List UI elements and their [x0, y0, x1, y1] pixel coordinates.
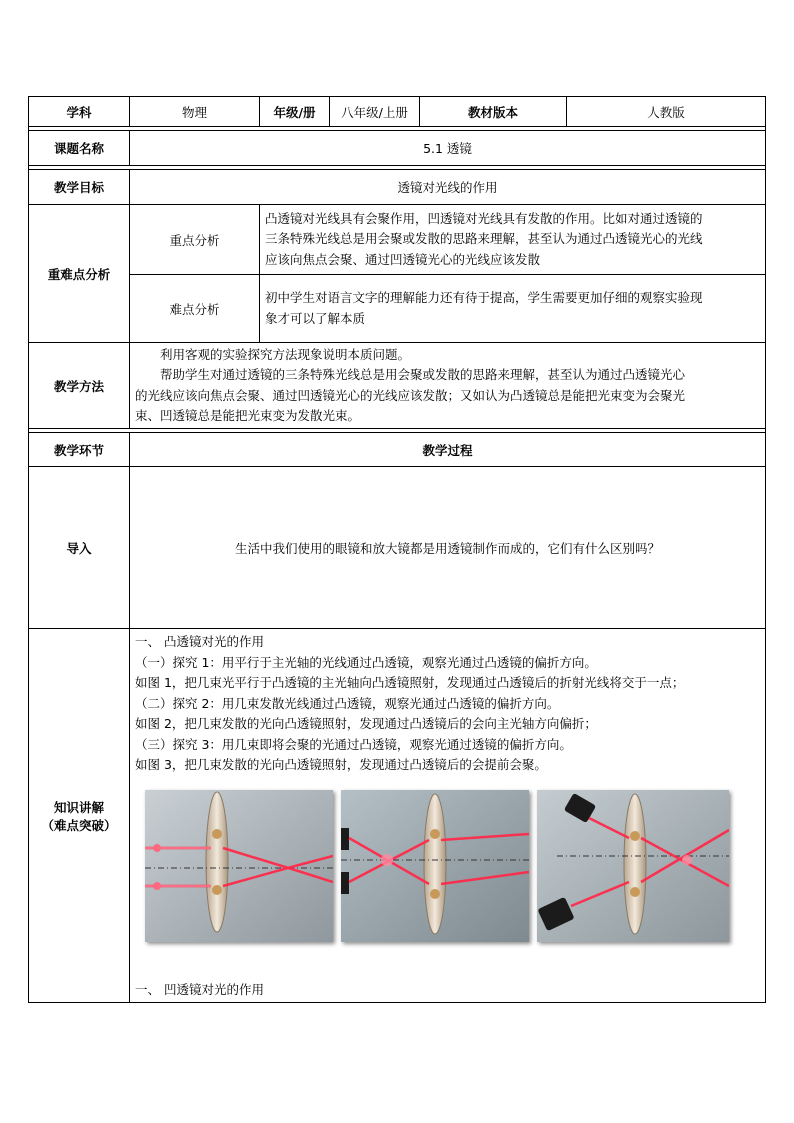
knowledge-last-line: 一、 凹透镜对光的作用 [135, 981, 264, 997]
stage-label: 教学环节 [29, 433, 130, 467]
lesson-value: 5.1 透镜 [130, 131, 766, 166]
key-analysis-text [260, 205, 766, 275]
figure-2-photo [341, 790, 529, 942]
intro-label: 导入 [29, 467, 130, 629]
experiment-photos [145, 790, 760, 942]
knowledge-label-line1: 知识讲解 [53, 799, 104, 815]
edition-value: 人教版 [567, 97, 766, 127]
knowledge-label [29, 629, 130, 1003]
key-line: 三条特殊光线总是用会聚或发散的思路来理解，甚至认为通过凸透镜光心的光线 [265, 231, 703, 247]
hard-analysis-row [29, 275, 766, 343]
edition-label: 教材版本 [420, 97, 567, 127]
knowledge-row [29, 629, 766, 1003]
key-line: 凸透镜对光线具有会聚作用，凹透镜对光线具有发散的作用。比如对通过透镜的 [265, 210, 703, 226]
knowledge-line: （二）探究 2：用几束发散光线通过凸透镜，观察光通过凸透镜的偏折方向。 [135, 695, 560, 711]
method-text [130, 343, 766, 429]
grade-label: 年级/册 [260, 97, 330, 127]
subject-value: 物理 [130, 97, 260, 127]
hard-line: 象才可以了解本质 [265, 310, 366, 326]
figure-1-photo [145, 790, 333, 942]
method-line: 利用客观的实验探究方法现象说明本质问题。 [160, 346, 411, 362]
hard-analysis-label: 难点分析 [130, 275, 260, 343]
goal-label: 教学目标 [29, 170, 130, 205]
lesson-label: 课题名称 [29, 131, 130, 166]
process-header-row [29, 433, 766, 467]
lesson-row [29, 131, 766, 166]
intro-row [29, 467, 766, 629]
method-row [29, 343, 766, 429]
key-line: 应该向焦点会聚、通过凹透镜光心的光线应该发散 [265, 251, 541, 267]
method-label: 教学方法 [29, 343, 130, 429]
knowledge-line: 如图 2，把几束发散的光向凸透镜照射，发现通过凸透镜后的会向主光轴方向偏折； [135, 716, 597, 731]
hard-analysis-text [260, 275, 766, 343]
goal-value: 透镜对光线的作用 [130, 170, 766, 205]
subject-label: 学科 [29, 97, 130, 127]
key-analysis-label: 重点分析 [130, 205, 260, 275]
header-row [29, 97, 766, 127]
hard-line: 初中学生对语言文字的理解能力还有待于提高，学生需要更加仔细的观察实验现 [265, 290, 703, 305]
method-line: 的光线应该向焦点会聚、通过凹透镜光心的光线应该发散；又如认为凸透镜总是能把光束变为会聚光 [135, 387, 686, 403]
knowledge-line: 如图 3，把几束发散的光向凸透镜照射，发现通过凸透镜后的会提前会聚。 [135, 757, 547, 772]
knowledge-line: 如图 1，把几束光平行于凸透镜的主光轴向凸透镜照射，发现通过凸透镜后的折射光线将交于一点； [135, 675, 685, 690]
knowledge-label-line2: （难点突破） [41, 817, 117, 833]
figure-3-photo [537, 790, 729, 942]
knowledge-line: （三）探究 3：用几束即将会聚的光通过凸透镜，观察光通过透镜的偏折方向。 [135, 736, 572, 752]
process-label: 教学过程 [130, 433, 766, 467]
intro-text: 生活中我们使用的眼镜和放大镜都是用透镜制作而成的，它们有什么区别吗？ [130, 467, 766, 629]
knowledge-line: （一）探究 1：用平行于主光轴的光线通过凸透镜，观察光通过凸透镜的偏折方向。 [135, 654, 597, 670]
goal-row [29, 170, 766, 205]
grade-value: 八年级/上册 [330, 97, 420, 127]
method-line: 帮助学生对通过透镜的三条特殊光线总是用会聚或发散的思路来理解，甚至认为通过凸透镜光心 [160, 367, 686, 382]
knowledge-line: 一、 凸透镜对光的作用 [135, 634, 264, 649]
lesson-plan-table [28, 96, 766, 1003]
difficulty-label: 重难点分析 [29, 205, 130, 343]
key-analysis-row [29, 205, 766, 275]
method-line: 束、凹透镜总是能把光束变为发散光束。 [135, 408, 361, 423]
knowledge-content [130, 629, 766, 1003]
